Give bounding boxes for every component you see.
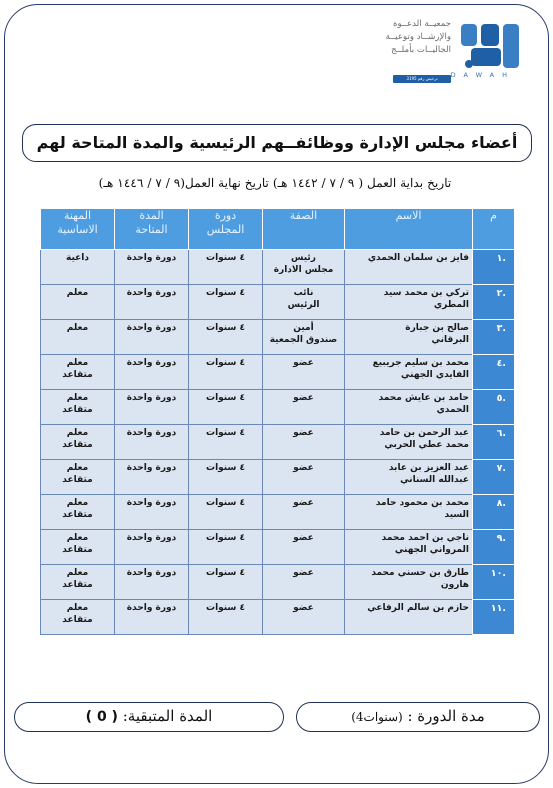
member-duration: دورة واحدة	[115, 565, 189, 600]
license-badge: ترخيص رقم 3195	[393, 75, 451, 83]
member-job-line: معلم	[66, 393, 89, 403]
member-role	[263, 390, 345, 425]
member-job-line: متقاعد	[62, 474, 93, 485]
member-duration: دورة واحدة	[115, 390, 189, 425]
member-role-line: الرئيس	[287, 299, 320, 310]
member-name-line: الفايدي الجهني	[401, 369, 469, 380]
term-length-box	[296, 702, 540, 732]
member-duration: دورة واحدة	[115, 600, 189, 635]
member-job-line: متقاعد	[62, 544, 93, 555]
member-name-line: هارون	[440, 579, 469, 590]
table-row	[41, 250, 515, 285]
member-duration: دورة واحدة	[115, 355, 189, 390]
member-job-line: معلم	[66, 498, 89, 508]
member-job	[41, 600, 115, 635]
org-name-line: الجاليــات بأملــج	[391, 45, 451, 55]
table-row	[41, 565, 515, 600]
header-job-line: الاساسية	[57, 223, 98, 236]
table-row	[41, 390, 515, 425]
row-number: .١١	[473, 600, 515, 635]
member-name-line: صالح بن جبارة	[405, 323, 469, 333]
member-role-line: عضو	[293, 463, 314, 473]
member-name-line: عبد الرحمن بن حامد	[379, 428, 469, 438]
row-number: .٩	[473, 530, 515, 565]
member-name-line: السيد	[444, 509, 469, 520]
header-duration	[115, 209, 189, 250]
member-name	[345, 390, 473, 425]
member-role	[263, 355, 345, 390]
member-job-line: متقاعد	[62, 614, 93, 625]
member-role-line: مجلس الادارة	[273, 264, 334, 275]
member-duration: دورة واحدة	[115, 530, 189, 565]
member-job-line: معلم	[66, 358, 89, 368]
table-row	[41, 355, 515, 390]
member-job	[41, 495, 115, 530]
member-name-line: عبد العزيز بن عابد	[388, 463, 469, 473]
header-name: الاسم	[345, 209, 473, 250]
member-name	[345, 250, 473, 285]
row-number: .٦	[473, 425, 515, 460]
remaining-term-value: ( 0 )	[85, 709, 118, 725]
member-name	[345, 460, 473, 495]
member-role	[263, 530, 345, 565]
member-role-line: عضو	[293, 568, 314, 578]
dawah-logo-icon	[457, 18, 523, 78]
member-role-line: عضو	[293, 358, 314, 368]
member-role	[263, 565, 345, 600]
row-number: .٣	[473, 320, 515, 355]
member-role	[263, 320, 345, 355]
table-row	[41, 425, 515, 460]
member-term: ٤ سنوات	[189, 355, 263, 390]
member-name	[345, 565, 473, 600]
member-job-line: معلم	[66, 603, 89, 613]
row-number: .٨	[473, 495, 515, 530]
member-duration: دورة واحدة	[115, 460, 189, 495]
member-job-line: معلم	[66, 533, 89, 543]
member-job	[41, 425, 115, 460]
header-term-line: المجلس	[206, 223, 245, 236]
member-term: ٤ سنوات	[189, 600, 263, 635]
member-name-line: البرقاني	[431, 334, 469, 345]
member-role	[263, 600, 345, 635]
page-title: أعضاء مجلس الإدارة ووظائفــهم الرئيسية والمدة المتاحة لهم	[22, 124, 532, 162]
member-name-line: عبدالله السناني	[400, 474, 469, 485]
member-term: ٤ سنوات	[189, 425, 263, 460]
member-job-line: معلم	[66, 428, 89, 438]
member-name	[345, 320, 473, 355]
term-length-value: (سنوات4)	[351, 710, 403, 724]
member-role	[263, 460, 345, 495]
member-name	[345, 355, 473, 390]
member-job	[41, 530, 115, 565]
member-name-line: ناجي بن احمد محمد	[381, 533, 469, 543]
table-body	[41, 250, 515, 635]
header-job	[41, 209, 115, 250]
header-role: الصفة	[263, 209, 345, 250]
table-row	[41, 495, 515, 530]
member-role-line: عضو	[293, 393, 314, 403]
member-role-line: عضو	[293, 533, 314, 543]
member-role-line: عضو	[293, 498, 314, 508]
member-job-line: معلم	[66, 463, 89, 473]
board-table	[40, 208, 515, 635]
member-job	[41, 565, 115, 600]
member-role	[263, 495, 345, 530]
table-header-row	[41, 209, 515, 250]
row-number: .١	[473, 250, 515, 285]
org-name-line: والإرشــاد وتوعيــة	[385, 32, 451, 42]
row-number: .٢	[473, 285, 515, 320]
member-term: ٤ سنوات	[189, 390, 263, 425]
member-name-line: محمد بن محمود حامد	[375, 498, 469, 508]
table-row	[41, 460, 515, 495]
member-job-line: متقاعد	[62, 369, 93, 380]
member-term: ٤ سنوات	[189, 495, 263, 530]
member-term: ٤ سنوات	[189, 320, 263, 355]
member-term: ٤ سنوات	[189, 250, 263, 285]
member-role-line: عضو	[293, 603, 314, 613]
org-name-line: جمعيــة الدعــوة	[392, 19, 451, 29]
member-duration: دورة واحدة	[115, 250, 189, 285]
member-name	[345, 285, 473, 320]
member-name-line: المرواني الجهني	[394, 544, 469, 555]
member-job-line: متقاعد	[62, 579, 93, 590]
remaining-term-label: المدة المتبقية:	[122, 707, 213, 725]
org-wordmark: DAWAH	[450, 71, 515, 79]
member-term: ٤ سنوات	[189, 565, 263, 600]
table-row	[41, 530, 515, 565]
header-duration-line: المتاحة	[135, 223, 168, 236]
member-role-line: عضو	[293, 428, 314, 438]
member-term: ٤ سنوات	[189, 530, 263, 565]
org-name	[371, 18, 451, 57]
member-job	[41, 390, 115, 425]
member-name-line: حازم بن سالم الرفاعي	[367, 603, 469, 613]
member-role-line: صندوق الجمعية	[269, 334, 338, 345]
member-job	[41, 320, 115, 355]
member-job-line: متقاعد	[62, 439, 93, 450]
table-row	[41, 320, 515, 355]
member-duration: دورة واحدة	[115, 425, 189, 460]
member-name-line: تركي بن محمد سيد	[383, 288, 469, 298]
header-job-line: المهنة	[63, 209, 92, 222]
member-name	[345, 425, 473, 460]
member-duration: دورة واحدة	[115, 285, 189, 320]
member-job-line: متقاعد	[62, 404, 93, 415]
header-term	[189, 209, 263, 250]
member-job	[41, 250, 115, 285]
remaining-term-box	[14, 702, 284, 732]
row-number: .٥	[473, 390, 515, 425]
member-name-line: الحمدي	[436, 404, 469, 415]
member-duration: دورة واحدة	[115, 495, 189, 530]
row-number: .٧	[473, 460, 515, 495]
member-job	[41, 460, 115, 495]
member-term: ٤ سنوات	[189, 460, 263, 495]
member-role	[263, 425, 345, 460]
member-role-line: نائب	[293, 288, 314, 298]
work-dates: تاريخ بداية العمل ( ٩ / ٧ / ١٤٤٢ هـ) تاريخ نهاية العمل(٩ / ٧ / ١٤٤٦ هـ)	[98, 176, 452, 190]
member-role-line: رئيس	[291, 253, 316, 263]
table-row	[41, 600, 515, 635]
header-term-line: دورة	[214, 209, 237, 222]
row-number: .١٠	[473, 565, 515, 600]
member-role	[263, 250, 345, 285]
member-role	[263, 285, 345, 320]
member-job	[41, 355, 115, 390]
member-name-line: محمد عطي الحربي	[384, 439, 469, 450]
member-term: ٤ سنوات	[189, 285, 263, 320]
member-job-line: متقاعد	[62, 509, 93, 520]
member-job-line: داعية	[66, 253, 89, 263]
term-length-label: مدة الدورة :	[407, 707, 485, 725]
member-job	[41, 285, 115, 320]
member-job-line: معلم	[66, 323, 89, 333]
member-name	[345, 495, 473, 530]
member-name-line: فايز بن سلمان الحمدي	[367, 253, 469, 263]
member-role-line: أمين	[293, 323, 314, 333]
member-name-line: حامد بن عايش محمد	[378, 393, 469, 403]
member-job-line: معلم	[66, 288, 89, 298]
member-name-line: طارق بن حسني محمد	[371, 568, 469, 578]
member-name	[345, 600, 473, 635]
member-name-line: محمد بن سليم جريبيع	[372, 358, 469, 368]
table-row	[41, 285, 515, 320]
member-name	[345, 530, 473, 565]
member-job-line: معلم	[66, 568, 89, 578]
header-duration-line: المدة	[139, 209, 164, 222]
header-number: م	[473, 209, 515, 250]
member-duration: دورة واحدة	[115, 320, 189, 355]
row-number: .٤	[473, 355, 515, 390]
member-name-line: المطري	[433, 299, 469, 310]
